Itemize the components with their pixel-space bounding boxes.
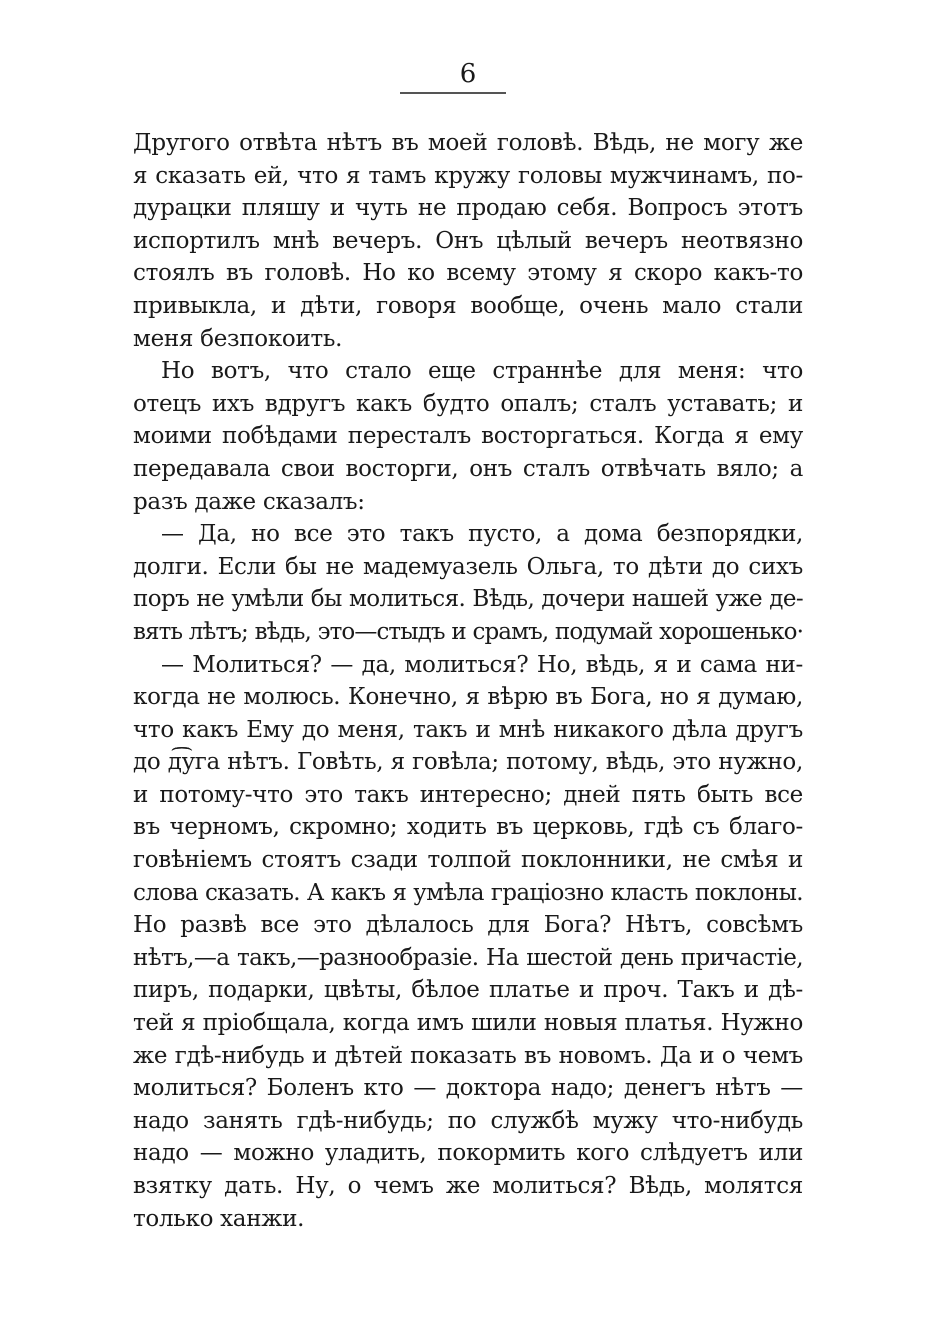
- page-number: 6: [459, 59, 477, 89]
- text-line: же гдѣ-нибудь и дѣтей показать въ новомъ. Да и о чемъ: [133, 1042, 803, 1069]
- text-line: Но вотъ, что стало еще страннѣе для меня: что: [161, 358, 803, 385]
- text-line: передавала свои восторги, онъ сталъ отвѣчать вяло; а: [133, 455, 803, 482]
- body-text: [133, 127, 803, 1235]
- text-line: я сказать ей, что я тамъ кружу головы мужчинамъ, по-: [133, 162, 803, 189]
- text-line: моими побѣдами пересталъ восторгаться. Когда я ему: [133, 423, 803, 450]
- text-line: надо — можно уладить, покормить кого слѣдуетъ или: [133, 1140, 803, 1167]
- text-line: меня безпокоить.: [133, 325, 343, 352]
- text-line: отецъ ихъ вдругъ какъ будто опалъ; сталъ уставать; и: [133, 390, 803, 417]
- text-line: взятку дать. Ну, о чемъ же молиться? Вѣдь, молятся: [133, 1173, 803, 1199]
- text-line: испортилъ мнѣ вечеръ. Онъ цѣлый вечеръ неотвязно: [133, 227, 803, 254]
- text-line: разъ даже сказалъ:: [133, 488, 365, 515]
- text-line: надо занять гдѣ-нибудь; по службѣ мужу что-нибудь: [133, 1107, 803, 1134]
- text-line: говѣнiемъ стоятъ сзади толпой поклонники, не смѣя и: [133, 847, 803, 874]
- text-line: Но развѣ все это дѣлалось для Бога? Нѣтъ, совсѣмъ: [133, 912, 803, 939]
- text-line: тей я пріобщала, когда имъ шили новыя платья. Нужно: [133, 1010, 803, 1037]
- text-line: стоялъ въ головѣ. Но ко всему этому я скоро какъ-то: [133, 260, 803, 287]
- header-rule: [400, 92, 506, 94]
- text-line: дурацки пляшу и чуть не продаю себя. Вопросъ этотъ: [133, 195, 803, 222]
- text-line: только ханжи.: [133, 1205, 305, 1232]
- text-line: слова сказать. А какъ я умѣла граціозно класть поклоны.: [133, 879, 803, 906]
- text-line: когда не молюсь. Конечно, я вѣрю въ Бога, но я думаю,: [133, 684, 803, 711]
- text-line: Другого отвѣта нѣтъ въ моей головѣ. Вѣдь, не могу же: [133, 130, 803, 156]
- text-line: долги. Если бы не мадемуазель Ольга, то дѣти до сихъ: [133, 553, 803, 580]
- text-line: — Молиться? — да, молиться? Но, вѣдь, я и сама ни-: [161, 651, 803, 678]
- text-line: и потому-что это такъ интересно; дней пять быть все: [133, 781, 803, 808]
- text-line: поръ не умѣли бы молиться. Вѣдь, дочери нашей уже де-: [133, 586, 803, 613]
- text-line: привыкла, и дѣти, говоря вообще, очень мало стали: [133, 292, 803, 319]
- text-line: молиться? Боленъ кто — доктора надо; денегъ нѣтъ —: [133, 1075, 803, 1102]
- text-line: пиръ, подарки, цвѣты, бѣлое платье и проч. Такъ и дѣ-: [133, 977, 803, 1004]
- text-line: нѣтъ,—а такъ,—разнообразіе. На шестой день причастіе,: [133, 944, 803, 971]
- text-line: до д͡͡͡уга нѣтъ. Говѣть, я говѣла; потому, вѣдь, это нужно,: [133, 749, 803, 776]
- text-line: въ черномъ, скромно; ходить въ церковь, гдѣ съ благо-: [133, 814, 803, 841]
- text-line: — Да, но все это такъ пусто, а дома безпорядки,: [161, 521, 803, 548]
- text-line: вять лѣтъ; вѣдь, это—стыдъ и срамъ, подумай хорошенько·: [133, 618, 803, 645]
- text-line: что какъ Ему до меня, такъ и мнѣ никакого дѣла другъ: [133, 716, 803, 743]
